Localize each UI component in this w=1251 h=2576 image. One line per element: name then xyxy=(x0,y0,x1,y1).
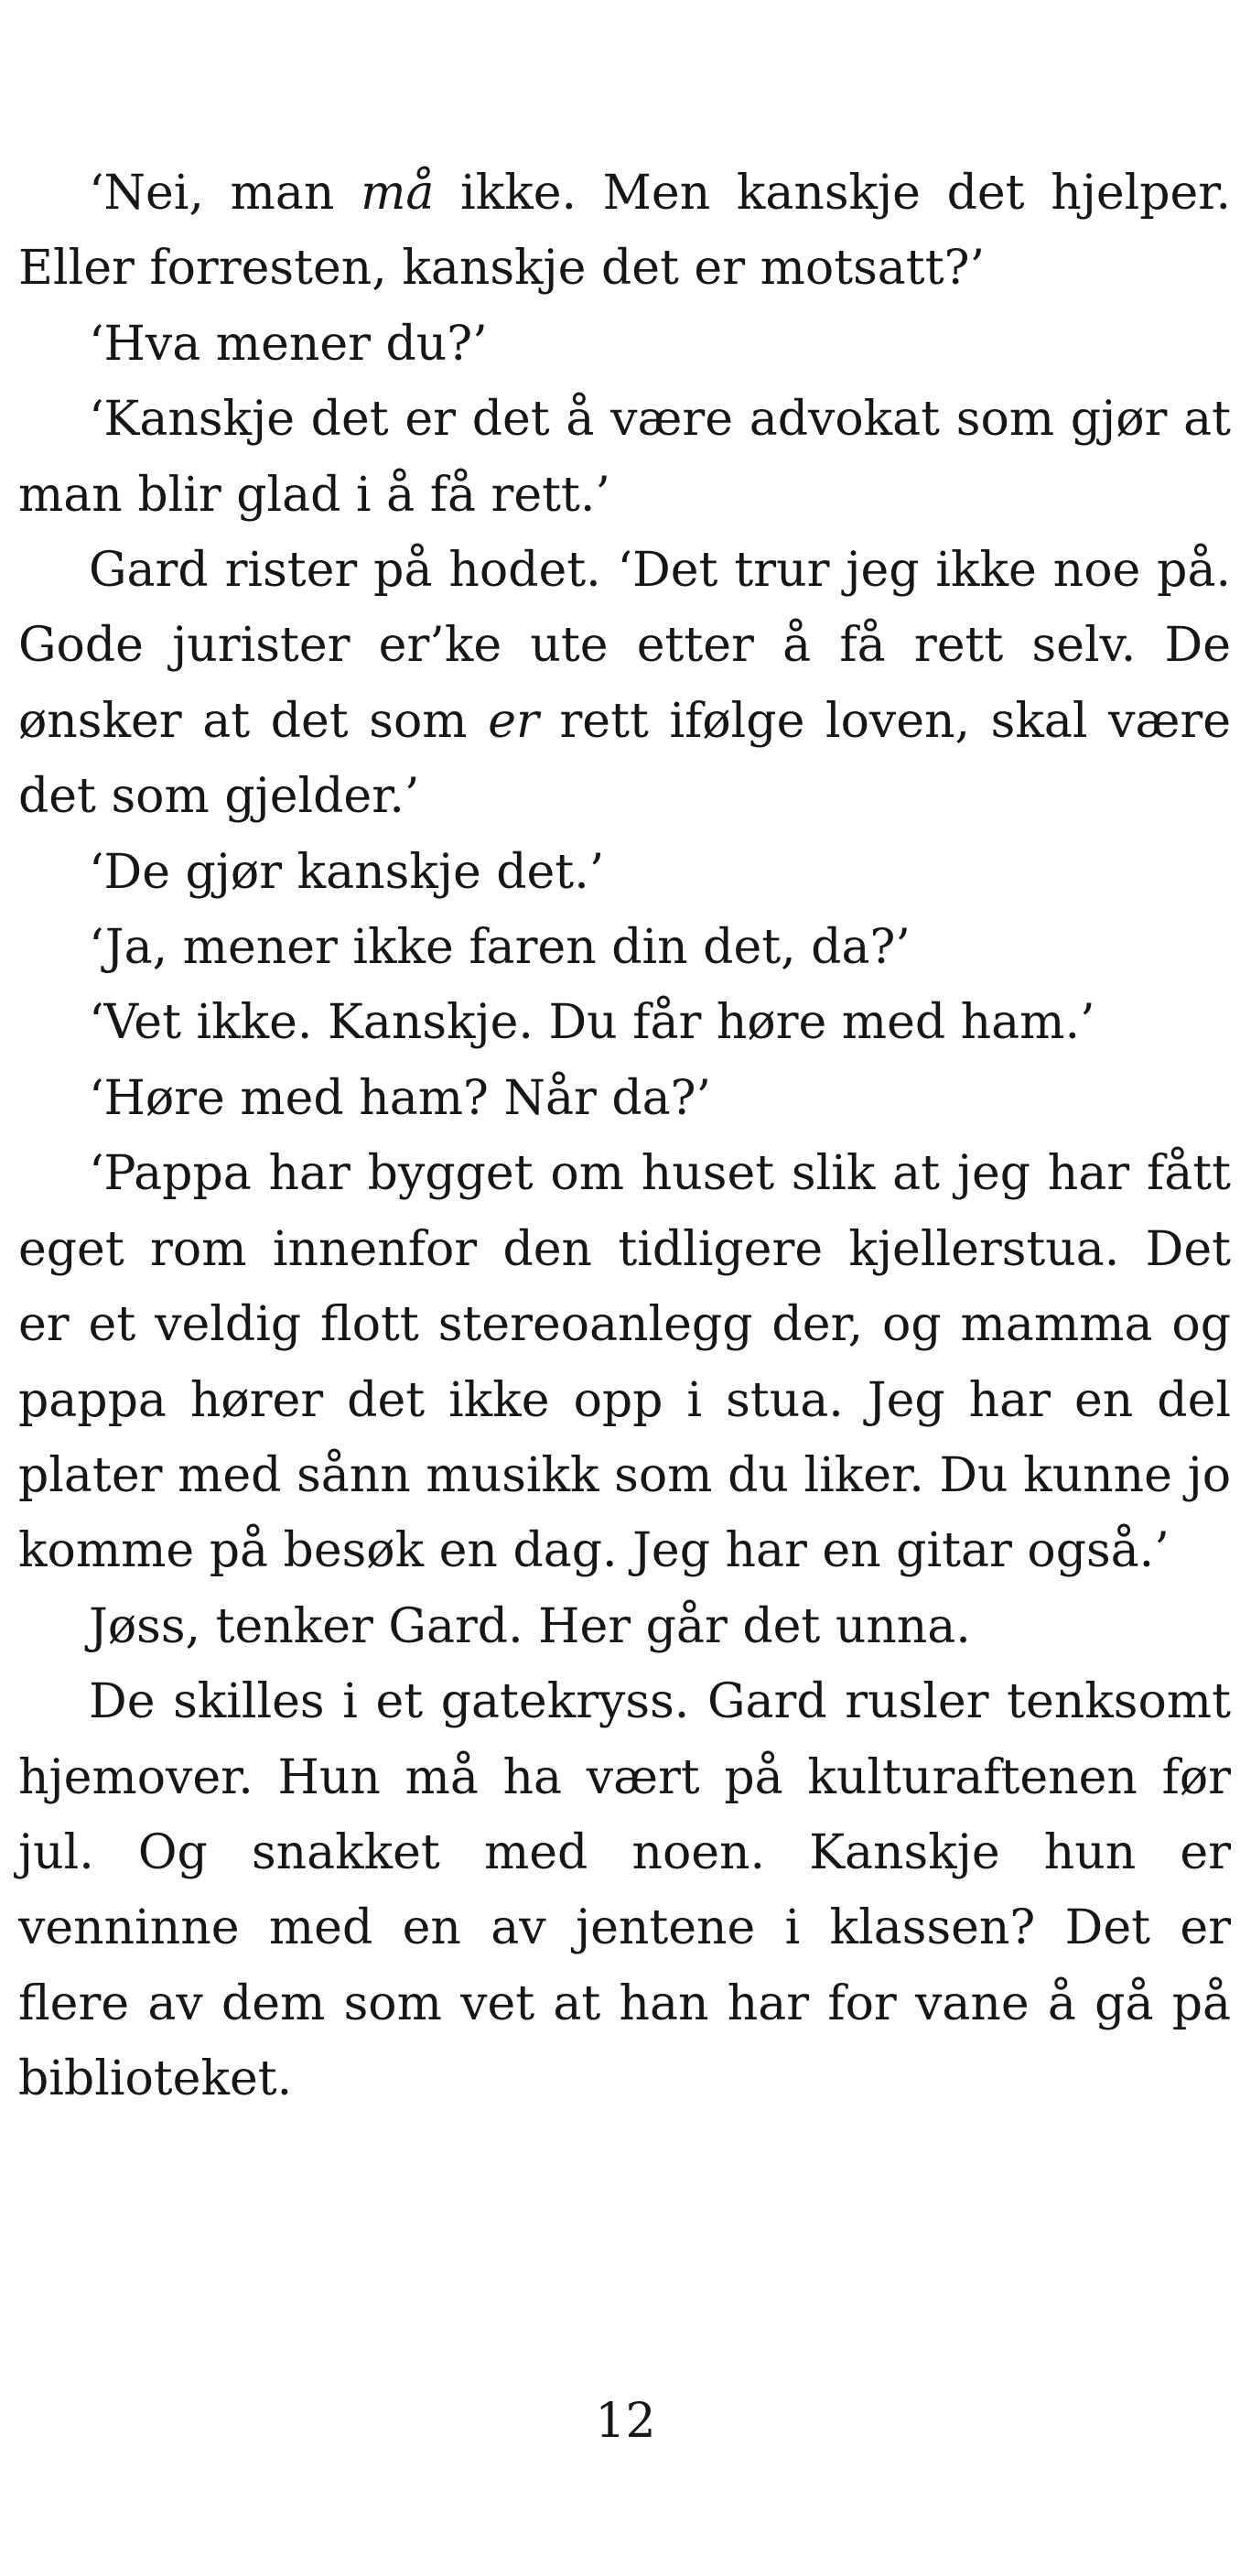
paragraph-text: ‘Nei, man xyxy=(89,166,361,221)
paragraph xyxy=(18,156,1231,307)
paragraph-text: ‘De gjør kanskje det.’ xyxy=(89,844,605,900)
paragraph xyxy=(18,307,1231,382)
paragraph-text: ‘Høre med ham? Når da?’ xyxy=(89,1070,712,1126)
paragraph-text: ikke. Men kanskje det hjelper. Eller forresten, kanskje det er motsatt?’ xyxy=(18,166,1231,297)
paragraph-text: De skilles i et gatekryss. Gard rusler tenksomt hjemover. Hun må ha vært på kulturaftenen før jul. Og snakket med noen. Kanskje hun er venninne med en av jentene i klassen? Det er flere av dem som vet at han har for vane å gå på biblioteket. xyxy=(18,1674,1231,2107)
paragraph-text: rett ifølge loven, skal være det som gjelder.’ xyxy=(18,693,1231,825)
paragraph-text: ‘Vet ikke. Kanskje. Du får høre med ham.’ xyxy=(89,995,1095,1051)
paragraph-text: ‘Hva mener du?’ xyxy=(89,316,488,372)
emphasized-text: må xyxy=(361,166,435,221)
paragraph xyxy=(18,533,1231,835)
body-text xyxy=(18,156,1231,2117)
paragraph xyxy=(18,835,1231,910)
paragraph xyxy=(18,1061,1231,1136)
paragraph xyxy=(18,910,1231,985)
paragraph xyxy=(18,985,1231,1060)
paragraph xyxy=(18,1136,1231,1588)
paragraph-text: ‘Pappa har bygget om huset slik at jeg har fått eget rom innenfor den tidligere kjellerstua. Det er et veldig flott stereoanlegg der, og mamma og pappa hører det ikke opp i stua. Jeg har en del plater med sånn musikk som du liker. Du kunne jo komme på besøk en dag. Jeg har en gitar også.’ xyxy=(18,1146,1231,1579)
paragraph-text: ‘Ja, mener ikke faren din det, da?’ xyxy=(89,920,911,976)
paragraph xyxy=(18,1589,1231,1664)
paragraph-text: Jøss, tenker Gard. Her går det unna. xyxy=(89,1598,971,1654)
paragraph xyxy=(18,1664,1231,2116)
paragraph-text: ‘Kanskje det er det å være advokat som gjør at man blir glad i å få rett.’ xyxy=(18,392,1231,523)
page-number: 12 xyxy=(595,2394,656,2449)
paragraph-text: Gard rister på hodet. ‘Det trur jeg ikke noe på. Gode jurister er’ke ute etter å få rett selv. De ønsker at det som xyxy=(18,543,1231,749)
paragraph xyxy=(18,382,1231,533)
emphasized-text: er xyxy=(488,693,539,749)
